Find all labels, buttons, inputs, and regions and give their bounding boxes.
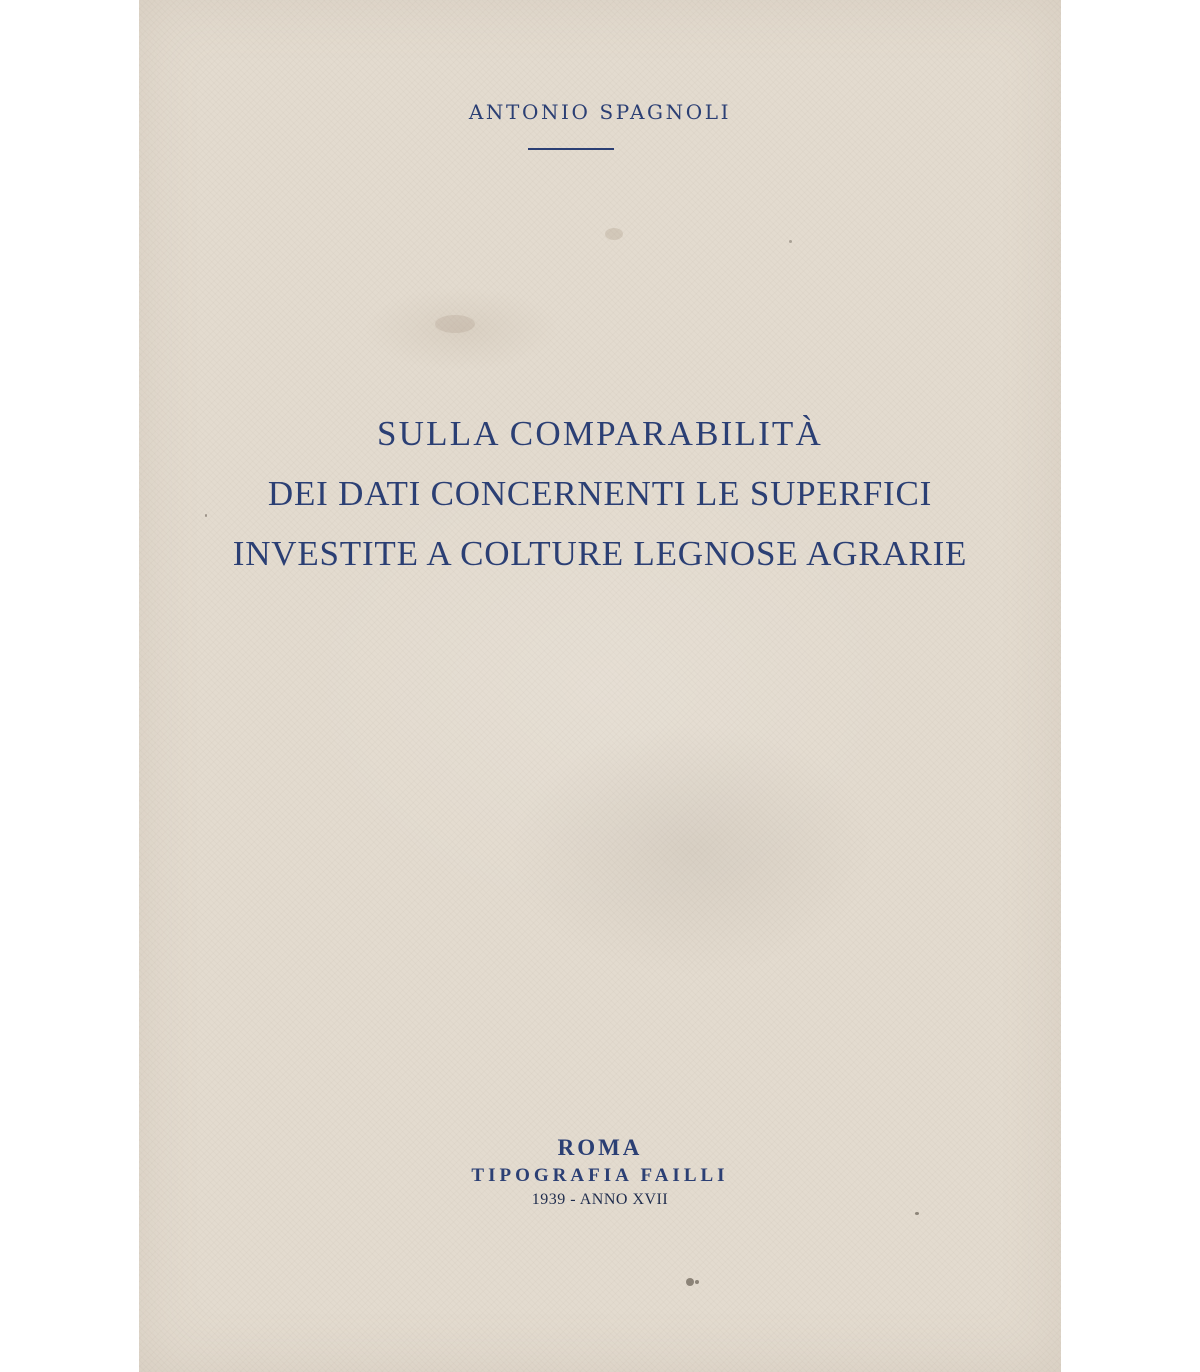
paper-stain: [605, 228, 623, 240]
paper-stain: [205, 514, 207, 517]
author-name: ANTONIO SPAGNOLI: [468, 100, 732, 124]
book-title: [139, 404, 1061, 584]
paper-stain: [915, 1212, 919, 1215]
printer-name: TIPOGRAFIA FAILLI: [471, 1165, 729, 1186]
paper-stain: [686, 1278, 694, 1286]
title-line-1: SULLA COMPARABILITÀ: [377, 414, 823, 453]
publication-city: ROMA: [557, 1135, 643, 1160]
paper-stain: [789, 240, 792, 243]
title-line-3: INVESTITE A COLTURE LEGNOSE AGRARIE: [232, 534, 968, 573]
paper-stain: [435, 315, 475, 333]
author-divider: [528, 148, 614, 150]
book-cover: [139, 0, 1061, 1372]
paper-stain: [695, 1280, 699, 1284]
title-line-2: DEI DATI CONCERNENTI LE SUPERFICI: [267, 474, 933, 513]
publication-date: 1939 - ANNO XVII: [531, 1191, 669, 1208]
